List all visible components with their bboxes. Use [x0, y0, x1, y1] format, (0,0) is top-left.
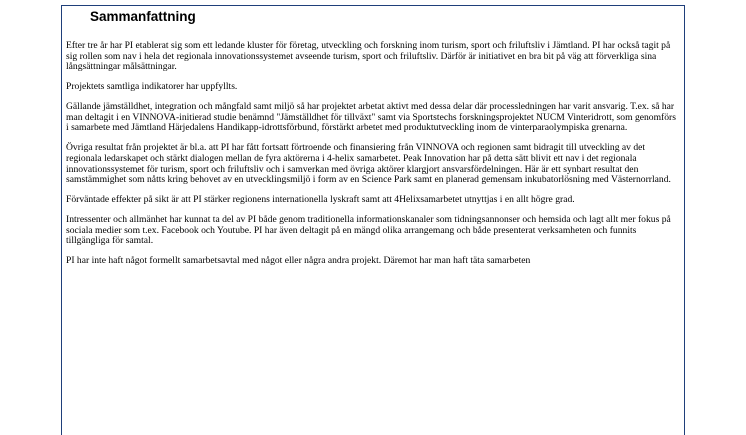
paragraph-indicators: Projektets samtliga indikatorer har uppfyllts.	[66, 81, 238, 93]
section-heading: Sammanfattning	[90, 9, 196, 24]
paragraph-intro: Efter tre år har PI etablerat sig som ett ledande kluster för företag, utveckling och forskning inom turism, sport och friluftsliv i Jämtland. PI har också tagit på sig rollen som nav i hela det regionala innovationssystemet avseende turism, sport och friluftsliv. Därför är initiativet en bra bit på väg att förverkliga sina långsättningar målsättningar.	[66, 40, 671, 73]
paragraph-stakeholders: Intressenter och allmänhet har kunnat ta del av PI både genom traditionella informationskanaler som tidningsannonser och hemsida och lagt allt mer fokus på sociala medier som t.ex. Facebook och Youtube. PI har även deltagit på en mängd olika arrangemang och både presenterat verksamheten och funnits tillgängliga för samtal.	[66, 214, 671, 247]
summary-body	[66, 41, 680, 276]
paragraph-results: Övriga resultat från projektet är bl.a. att PI har fått fortsatt förtroende och finansiering från VINNOVA och regionen samt bidragit till utveckling av det regionala ledarskapet och stärkt dialogen mellan de fyra aktörerna i 4-helix samarbetet. Peak Innovation har på detta sätt blivit ett nav i det regionala innovationssystemet för turism, sport och friluftsliv och i samverkan med övriga aktörer klargjort ansvarsfördelningen. Här är ett synbart resultat den samstämmighet som nåtts kring behovet av en utvecklingsmiljö i form av en Science Park samt en planerad gemensam inkubatorlösning med Västernorrland.	[66, 142, 671, 186]
paragraph-collaboration: PI har inte haft något formellt samarbetsavtal med något eller några andra projekt. Däremot har man haft täta samarbeten	[66, 255, 531, 267]
paragraph-equality: Gällande jämställdhet, integration och mångfald samt miljö så har projektet arbetat aktivt med dessa delar där processledningen har varit ansvarig. T.ex. så har man deltagit i en VINNOVA-initierad studie benämnd "Jämställdhet för tillväxt" samt via Sportstechs forskningsprojektet NUCM Vinteridrott, som genomförs i samarbete med Jämtland Härjedalens Handikapp-idrottsförbund, förstärkt arbetet med produktutveckling inom de vinterparaolympiska grenarna.	[66, 101, 676, 134]
paragraph-effects: Förväntade effekter på sikt är att PI stärker regionens internationella lyskraft samt att 4Helixsamarbetet utnyttjas i en allt högre grad.	[66, 194, 575, 206]
